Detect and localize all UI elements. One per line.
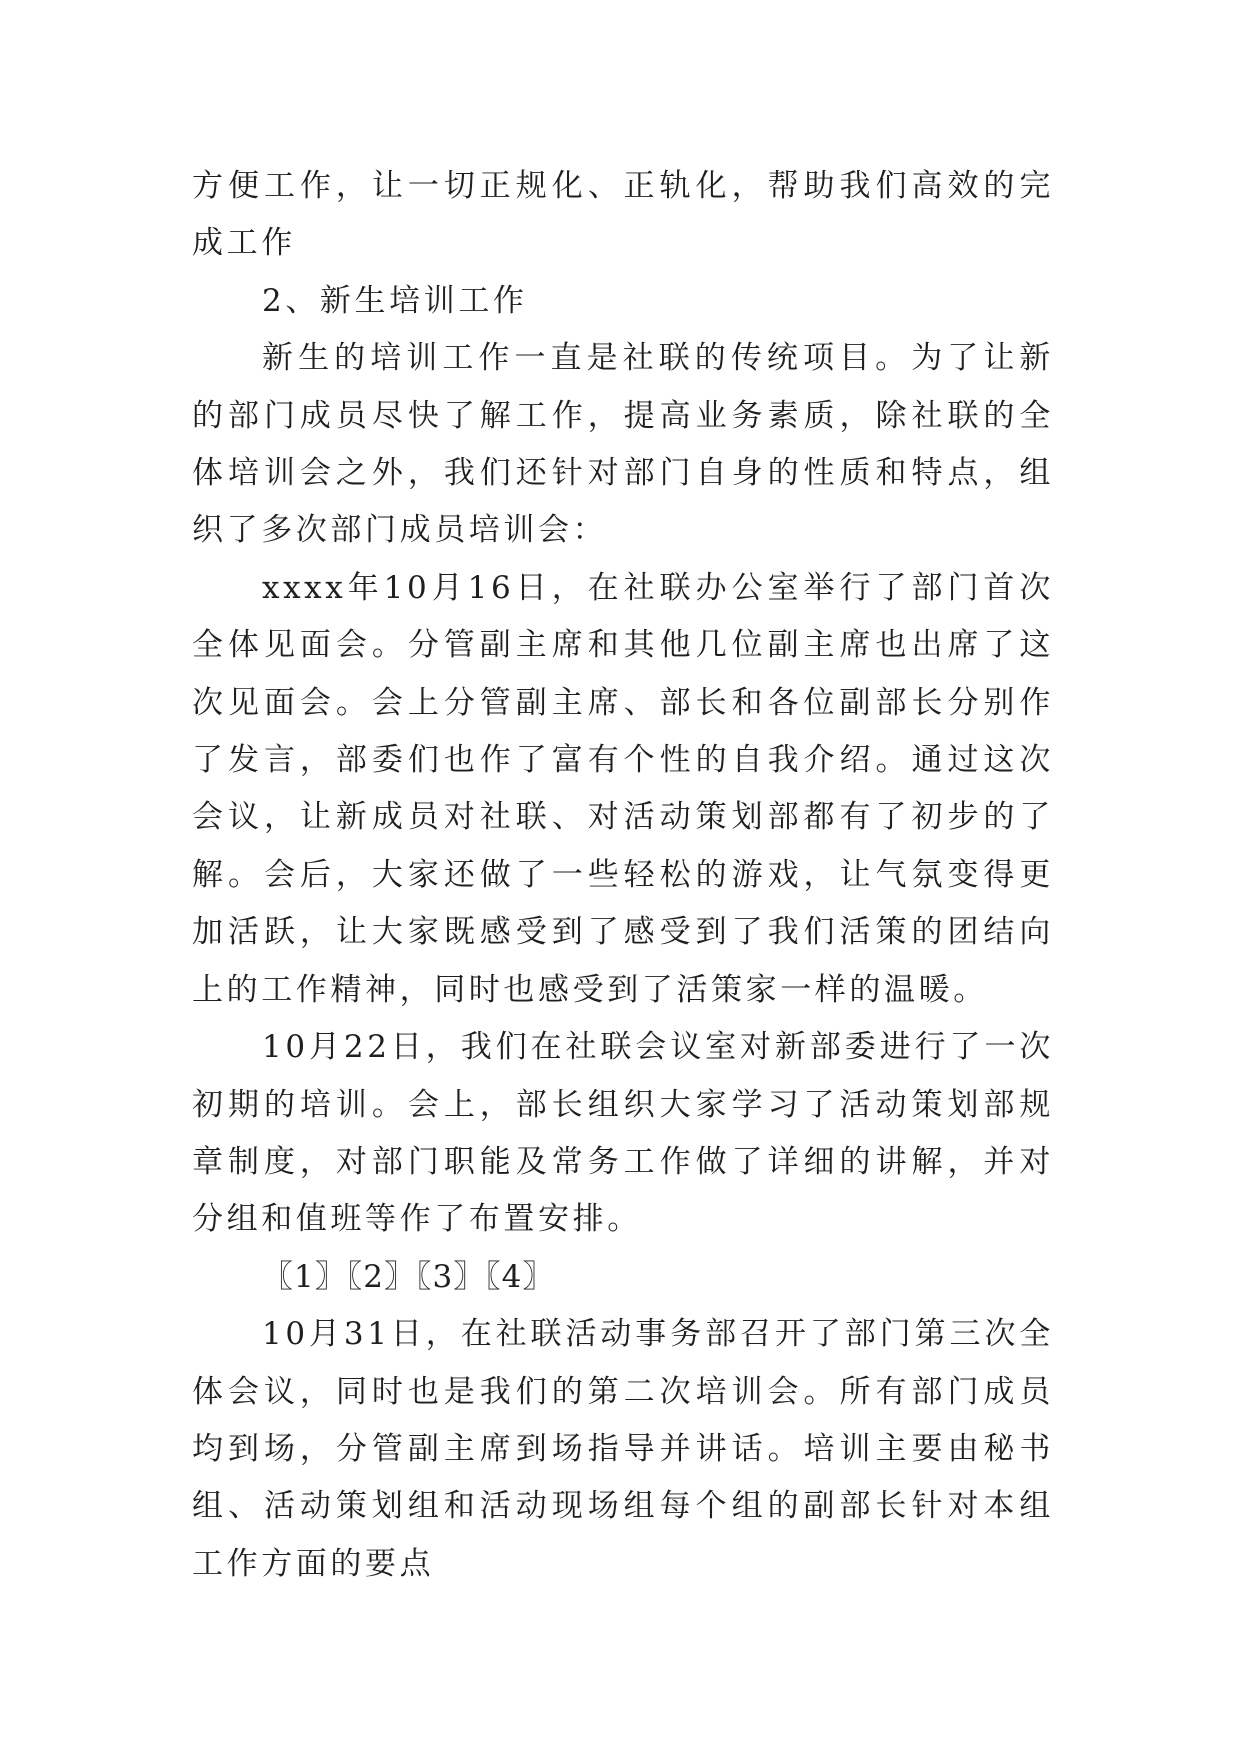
section-heading: 2、新生培训工作 bbox=[262, 282, 528, 319]
page-links[interactable]: 〖1〗〖2〗〖3〗〖4〗 bbox=[262, 1258, 555, 1295]
paragraph-intro: 新生的培训工作一直是社联的传统项目。为了让新的部门成员尽快了解工作，提高业务素质，除社联的全体培训会之外，我们还针对部门自身的性质和特点，组织了多次部门成员培训会： bbox=[192, 340, 1054, 549]
paragraph-oct22-training: 10月22日，我们在社联会议室对新部委进行了一次初期的培训。会上，部长组织大家学习了活动策划部规章制度，对部门职能及常务工作做了详细的讲解，并对分组和值班等作了布置安排。 bbox=[192, 1029, 1054, 1238]
paragraph-continuation: 方便工作，让一切正规化、正轨化，帮助我们高效的完成工作 bbox=[192, 168, 1054, 262]
document-body bbox=[192, 158, 1054, 1593]
paragraph-oct31-meeting: 10月31日，在社联活动事务部召开了部门第三次全体会议，同时也是我们的第二次培训会。所有部门成员均到场，分管副主席到场指导并讲话。培训主要由秘书组、活动策划组和活动现场组每个组的副部长针对本组工作方面的要点 bbox=[192, 1316, 1054, 1582]
paragraph-oct16-meeting: xxxx年10月16日，在社联办公室举行了部门首次全体见面会。分管副主席和其他几位副主席也出席了这次见面会。会上分管副主席、部长和各位副部长分别作了发言，部委们也作了富有个性的自我介绍。通过这次会议，让新成员对社联、对活动策划部都有了初步的了解。会后，大家还做了一些轻松的游戏，让气氛变得更加活跃，让大家既感受到了感受到了我们活策的团结向上的工作精神，同时也感受到了活策家一样的温暖。 bbox=[192, 569, 1054, 1008]
